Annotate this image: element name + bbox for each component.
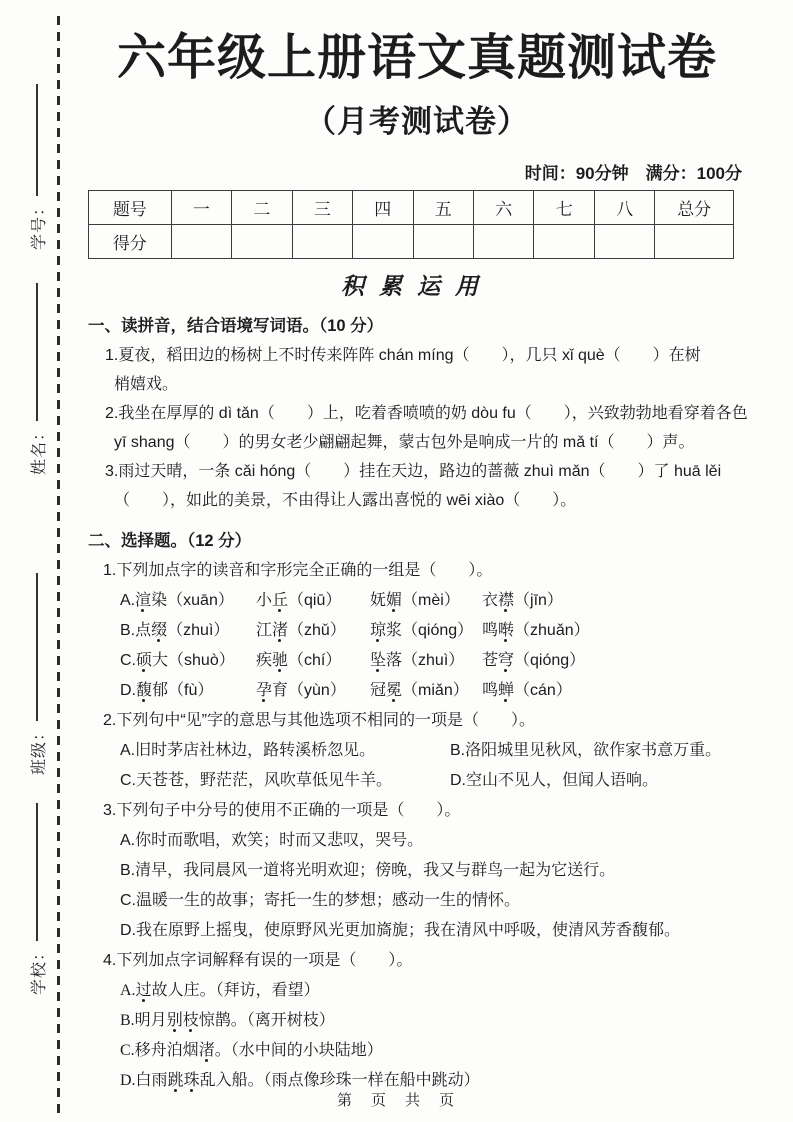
paper-title: 六年级上册语文真题测试卷 (116, 31, 717, 85)
option-cell: 冠冕（miǎn） (370, 682, 469, 700)
student-id-blank-line (36, 84, 38, 196)
score-table (88, 190, 734, 259)
paper-content (88, 18, 746, 1096)
col-header: 四 (353, 191, 413, 225)
q3-option-d: D.我在原野上摇曳，使原野风光更加旖旎；我在清风中呼吸，使清风芳香馥郁。 (120, 922, 681, 940)
option-cell: A.旧时茅店社林边，路转溪桥忽见。 (120, 742, 376, 760)
pinyin-item-2 (88, 399, 746, 457)
seal-field-name (22, 283, 52, 475)
q3-option-c: C.温暖一生的故事；寄托一生的梦想；感动一生的情怀。 (120, 892, 521, 910)
option-cell: B.洛阳城里见秋风，欲作家书意万重。 (450, 742, 722, 760)
class-label: 班级： (30, 723, 48, 775)
q3-option-b: B.清早，我同晨风一道将光明欢迎；傍晚，我又与群鸟一起为它送行。 (120, 862, 616, 880)
q1-option-row-d (88, 676, 746, 706)
question-line: 3.雨过天晴，一条 cǎi hóng（ ）挂在天边，路边的蔷薇 zhuì mǎn（ ）了 huā lěi (105, 463, 722, 481)
col-header: 八 (594, 191, 654, 225)
col-header-total: 总分 (655, 191, 734, 225)
q3-option-a: A.你时而歌唱，欢笑；时而又悲叹，哭号。 (120, 832, 424, 850)
question-line: 1.夏夜，稻田边的杨树上不时传来阵阵 chán míng（ ），几只 xǐ què（ ）在树 (105, 347, 701, 365)
q3-stem: 3.下列句子中分号的使用不正确的一项是（ ）。 (103, 802, 461, 820)
option-cell: 坠落（zhuì） (370, 652, 465, 670)
question-line: （ ），如此的美景，不由得让人露出喜悦的 wēi xiào（ ）。 (114, 492, 577, 510)
part-header-accumulation: 积累运用 (341, 274, 493, 300)
option-cell: 疾驰（chí） (256, 652, 342, 670)
question-number-label: 题号 (89, 191, 172, 225)
q2-option-row-1 (88, 736, 746, 766)
score-table-header-row (89, 191, 734, 225)
option-cell: 妩媚（mèi） (370, 592, 460, 610)
score-cell (473, 225, 533, 259)
option-cell: 孕育（yùn） (256, 682, 346, 700)
q4-option-a: A.过故人庄。（拜访，看望） (120, 982, 320, 1000)
score-cell (171, 225, 231, 259)
pinyin-item-1 (88, 341, 746, 399)
school-label: 学校： (30, 943, 48, 995)
question-line: yī shang（ ）的男女老少翩翩起舞，蒙古包外是响成一片的 mǎ tí（ ）声。 (114, 434, 695, 452)
name-blank-line (36, 283, 38, 421)
section2-title: 二、选择题。（12 分） (88, 532, 252, 551)
option-cell: C.天苍苍，野茫茫，风吹草低见牛羊。 (120, 772, 393, 790)
seal-field-class (22, 573, 52, 775)
score-cell (292, 225, 352, 259)
section1-title: 一、读拼音，结合语境写词语。（10 分） (88, 317, 384, 336)
q4-option-c: C.移舟泊烟渚。（水中间的小块陆地） (120, 1042, 383, 1060)
q1-stem: 1.下列加点字的读音和字形完全正确的一组是（ ）。 (103, 562, 493, 580)
school-blank-line (36, 803, 38, 941)
seal-field-student-id (22, 84, 52, 250)
name-label: 姓名： (30, 423, 48, 475)
score-cell (594, 225, 654, 259)
exam-time-score-info: 时间：90分钟 满分：100分 (524, 164, 742, 184)
score-cell (232, 225, 292, 259)
score-cell (413, 225, 473, 259)
option-cell: 江渚（zhǔ） (256, 622, 346, 640)
question-line: 2.我坐在厚厚的 dì tǎn（ ）上，吃着香喷喷的奶 dòu fu（ ），兴致勃勃地看穿着各色 (105, 405, 748, 423)
q4-stem: 4.下列加点字词解释有误的一项是（ ）。 (103, 952, 413, 970)
col-header: 三 (292, 191, 352, 225)
q4-option-b: B.明月别枝惊鹊。（离开树枝） (120, 1012, 335, 1030)
q1-option-row-a (88, 586, 746, 616)
student-id-label: 学号： (30, 198, 48, 250)
pinyin-item-3 (88, 457, 746, 515)
section-multiple-choice (88, 526, 746, 1096)
col-header: 六 (473, 191, 533, 225)
option-cell: 苍穹（qióng） (482, 652, 586, 670)
q1-option-row-c (88, 646, 746, 676)
seal-dashed-line (57, 16, 60, 1116)
col-header: 二 (232, 191, 292, 225)
page-footer: 第 页 共 页 (336, 1092, 456, 1109)
seal-field-school (22, 803, 52, 995)
option-cell: D.空山不见人，但闻人语响。 (450, 772, 659, 790)
score-label: 得分 (89, 225, 172, 259)
q2-stem: 2.下列句中“见”字的意思与其他选项不相同的一项是（ ）。 (103, 712, 536, 730)
col-header: 五 (413, 191, 473, 225)
score-cell-total (655, 225, 734, 259)
option-cell: 琼浆（qióng） (370, 622, 474, 640)
q2-option-row-2 (88, 766, 746, 796)
q1-option-row-b (88, 616, 746, 646)
col-header: 一 (171, 191, 231, 225)
option-cell: 衣襟（jīn） (482, 592, 563, 610)
option-cell: B.点缀（zhuì） (120, 622, 230, 640)
section-pinyin-writing (88, 312, 746, 515)
score-cell (353, 225, 413, 259)
score-cell (534, 225, 594, 259)
option-cell: 鸣蝉（cán） (482, 682, 572, 700)
option-cell: 小丘（qiū） (256, 592, 342, 610)
option-cell: C.硕大（shuò） (120, 652, 235, 670)
class-blank-line (36, 573, 38, 721)
question-line: 梢嬉戏。 (114, 376, 179, 394)
option-cell: D.馥郁（fù） (120, 682, 214, 700)
paper-subtitle: （月考测试卷） (305, 104, 529, 140)
col-header: 七 (534, 191, 594, 225)
score-table-score-row (89, 225, 734, 259)
q4-option-d: D.白雨跳珠乱入船。（雨点像珍珠一样在船中跳动） (120, 1072, 480, 1090)
option-cell: 鸣啭（zhuǎn） (482, 622, 590, 640)
option-cell: A.渲染（xuān） (120, 592, 234, 610)
